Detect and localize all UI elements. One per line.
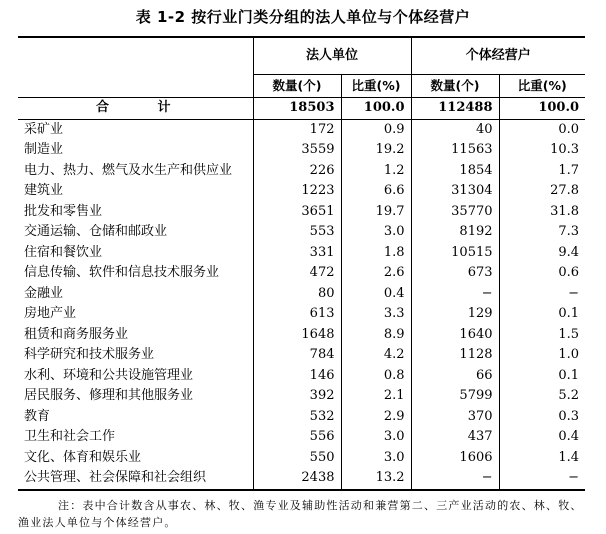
table-row xyxy=(18,366,585,387)
individual-ratio-cell: − xyxy=(499,284,585,305)
legal-ratio-cell: 0.9 xyxy=(341,119,411,140)
legal-ratio-cell: 1.8 xyxy=(341,243,411,264)
legal-count-cell: 146 xyxy=(253,366,341,387)
individual-ratio-cell: 9.4 xyxy=(499,243,585,264)
legal-unit-header: 法人单位 xyxy=(253,37,411,75)
individual-ratio-cell: 31.8 xyxy=(499,202,585,223)
total-legal-ratio: 100.0 xyxy=(341,98,411,120)
individual-count-cell: 1128 xyxy=(411,345,499,366)
individual-count-cell: 11563 xyxy=(411,140,499,161)
legal-ratio-cell: 2.9 xyxy=(341,407,411,428)
legal-count-cell: 532 xyxy=(253,407,341,428)
total-individual-count: 112488 xyxy=(411,98,499,120)
industry-name: 建筑业 xyxy=(24,183,64,198)
individual-count-cell: 1606 xyxy=(411,448,499,469)
legal-count-cell: 2438 xyxy=(253,468,341,490)
individual-count-cell: 370 xyxy=(411,407,499,428)
table-row xyxy=(18,386,585,407)
legal-ratio-cell: 4.2 xyxy=(341,345,411,366)
industry-name: 交通运输、仓储和邮政业 xyxy=(24,224,168,239)
legal-ratio-cell: 13.2 xyxy=(341,468,411,490)
table-row xyxy=(18,263,585,284)
individual-count-cell: 35770 xyxy=(411,202,499,223)
individual-count-cell: 1854 xyxy=(411,161,499,182)
industry-name: 文化、体育和娱乐业 xyxy=(24,449,142,465)
total-individual-ratio: 100.0 xyxy=(499,98,585,120)
individual-count-cell: − xyxy=(411,468,499,490)
industry-name: 教育 xyxy=(24,408,51,424)
individual-count-cell: 31304 xyxy=(411,181,499,202)
industry-name: 制造业 xyxy=(24,142,64,157)
legal-ratio-cell: 3.0 xyxy=(341,427,411,448)
individual-count-cell: 1640 xyxy=(411,325,499,346)
legal-ratio-cell: 19.2 xyxy=(341,140,411,161)
legal-count-cell: 331 xyxy=(253,243,341,264)
table-row xyxy=(18,181,585,202)
legal-count-cell: 80 xyxy=(253,284,341,305)
legal-count-cell: 3559 xyxy=(253,140,341,161)
table-row xyxy=(18,448,585,469)
individual-ratio-header: 比重(%) xyxy=(499,75,585,98)
legal-count-header: 数量(个) xyxy=(253,75,341,98)
individual-count-cell: 673 xyxy=(411,263,499,284)
industry-table xyxy=(18,36,585,491)
industry-name: 房地产业 xyxy=(24,306,77,321)
industry-name: 信息传输、软件和信息技术服务业 xyxy=(24,265,220,280)
table-note: 注：表中合计数含从事农、林、牧、渔专业及辅助性活动和兼营第二、三产业活动的农、林、牧、渔业法人单位与个体经营户。 xyxy=(18,499,583,529)
table-row xyxy=(18,222,585,243)
legal-ratio-cell: 0.8 xyxy=(341,366,411,387)
legal-count-cell: 613 xyxy=(253,304,341,325)
total-label: 合 计 xyxy=(18,98,253,120)
table-row xyxy=(18,202,585,223)
industry-header-cell xyxy=(18,37,253,98)
legal-ratio-cell: 3.0 xyxy=(341,222,411,243)
individual-ratio-cell: 1.5 xyxy=(499,325,585,346)
legal-ratio-cell: 0.4 xyxy=(341,284,411,305)
individual-count-header: 数量(个) xyxy=(411,75,499,98)
individual-count-cell: 5799 xyxy=(411,386,499,407)
individual-business-header: 个体经营户 xyxy=(411,37,585,75)
industry-name: 批发和零售业 xyxy=(24,203,103,219)
table-row xyxy=(18,304,585,325)
legal-ratio-cell: 3.0 xyxy=(341,448,411,469)
individual-ratio-cell: 1.7 xyxy=(499,161,585,182)
individual-ratio-cell: 10.3 xyxy=(499,140,585,161)
industry-name: 金融业 xyxy=(24,285,64,301)
legal-ratio-cell: 1.2 xyxy=(341,161,411,182)
individual-ratio-cell: 0.1 xyxy=(499,366,585,387)
individual-ratio-cell: 0.4 xyxy=(499,427,585,448)
table-row xyxy=(18,119,585,140)
individual-ratio-cell: 0.6 xyxy=(499,263,585,284)
individual-ratio-cell: 1.4 xyxy=(499,448,585,469)
legal-ratio-cell: 19.7 xyxy=(341,202,411,223)
individual-ratio-cell: 27.8 xyxy=(499,181,585,202)
table-row xyxy=(18,407,585,428)
legal-count-cell: 553 xyxy=(253,222,341,243)
legal-ratio-cell: 3.3 xyxy=(341,304,411,325)
legal-count-cell: 472 xyxy=(253,263,341,284)
individual-ratio-cell: 1.0 xyxy=(499,345,585,366)
table-row xyxy=(18,427,585,448)
table-row xyxy=(18,345,585,366)
industry-name: 水利、环境和公共设施管理业 xyxy=(24,367,194,383)
industry-name: 租赁和商务服务业 xyxy=(24,326,129,342)
industry-name: 卫生和社会工作 xyxy=(24,429,116,444)
individual-ratio-cell: 0.1 xyxy=(499,304,585,325)
table-row xyxy=(18,284,585,305)
individual-ratio-cell: 0.0 xyxy=(499,119,585,140)
table-row xyxy=(18,325,585,346)
industry-name: 科学研究和技术服务业 xyxy=(24,347,155,362)
individual-count-cell: 437 xyxy=(411,427,499,448)
legal-count-cell: 3651 xyxy=(253,202,341,223)
industry-name: 电力、热力、燃气及水生产和供应业 xyxy=(24,162,233,178)
industry-name: 住宿和餐饮业 xyxy=(24,244,103,260)
legal-count-cell: 226 xyxy=(253,161,341,182)
individual-count-cell: 40 xyxy=(411,119,499,140)
total-row xyxy=(18,98,585,120)
individual-count-cell: − xyxy=(411,284,499,305)
individual-ratio-cell: 5.2 xyxy=(499,386,585,407)
legal-count-cell: 556 xyxy=(253,427,341,448)
legal-ratio-cell: 2.1 xyxy=(341,386,411,407)
legal-count-cell: 1648 xyxy=(253,325,341,346)
table-row xyxy=(18,468,585,490)
industry-name: 公共管理、社会保障和社会组织 xyxy=(18,468,253,490)
individual-ratio-cell: − xyxy=(499,468,585,490)
legal-ratio-cell: 6.6 xyxy=(341,181,411,202)
total-legal-count: 18503 xyxy=(253,98,341,120)
table-row xyxy=(18,161,585,182)
legal-ratio-cell: 2.6 xyxy=(341,263,411,284)
legal-count-cell: 392 xyxy=(253,386,341,407)
legal-ratio-header: 比重(%) xyxy=(341,75,411,98)
industry-name: 采矿业 xyxy=(18,119,253,140)
individual-count-cell: 66 xyxy=(411,366,499,387)
individual-count-cell: 8192 xyxy=(411,222,499,243)
legal-count-cell: 172 xyxy=(253,119,341,140)
table-row xyxy=(18,243,585,264)
legal-count-cell: 550 xyxy=(253,448,341,469)
table-title: 表 1-2 按行业门类分组的法人单位与个体经营户 xyxy=(135,8,471,26)
individual-count-cell: 10515 xyxy=(411,243,499,264)
individual-count-cell: 129 xyxy=(411,304,499,325)
industry-name: 居民服务、修理和其他服务业 xyxy=(24,388,194,403)
legal-count-cell: 1223 xyxy=(253,181,341,202)
legal-ratio-cell: 8.9 xyxy=(341,325,411,346)
legal-count-cell: 784 xyxy=(253,345,341,366)
table-row xyxy=(18,140,585,161)
individual-ratio-cell: 7.3 xyxy=(499,222,585,243)
individual-ratio-cell: 0.3 xyxy=(499,407,585,428)
